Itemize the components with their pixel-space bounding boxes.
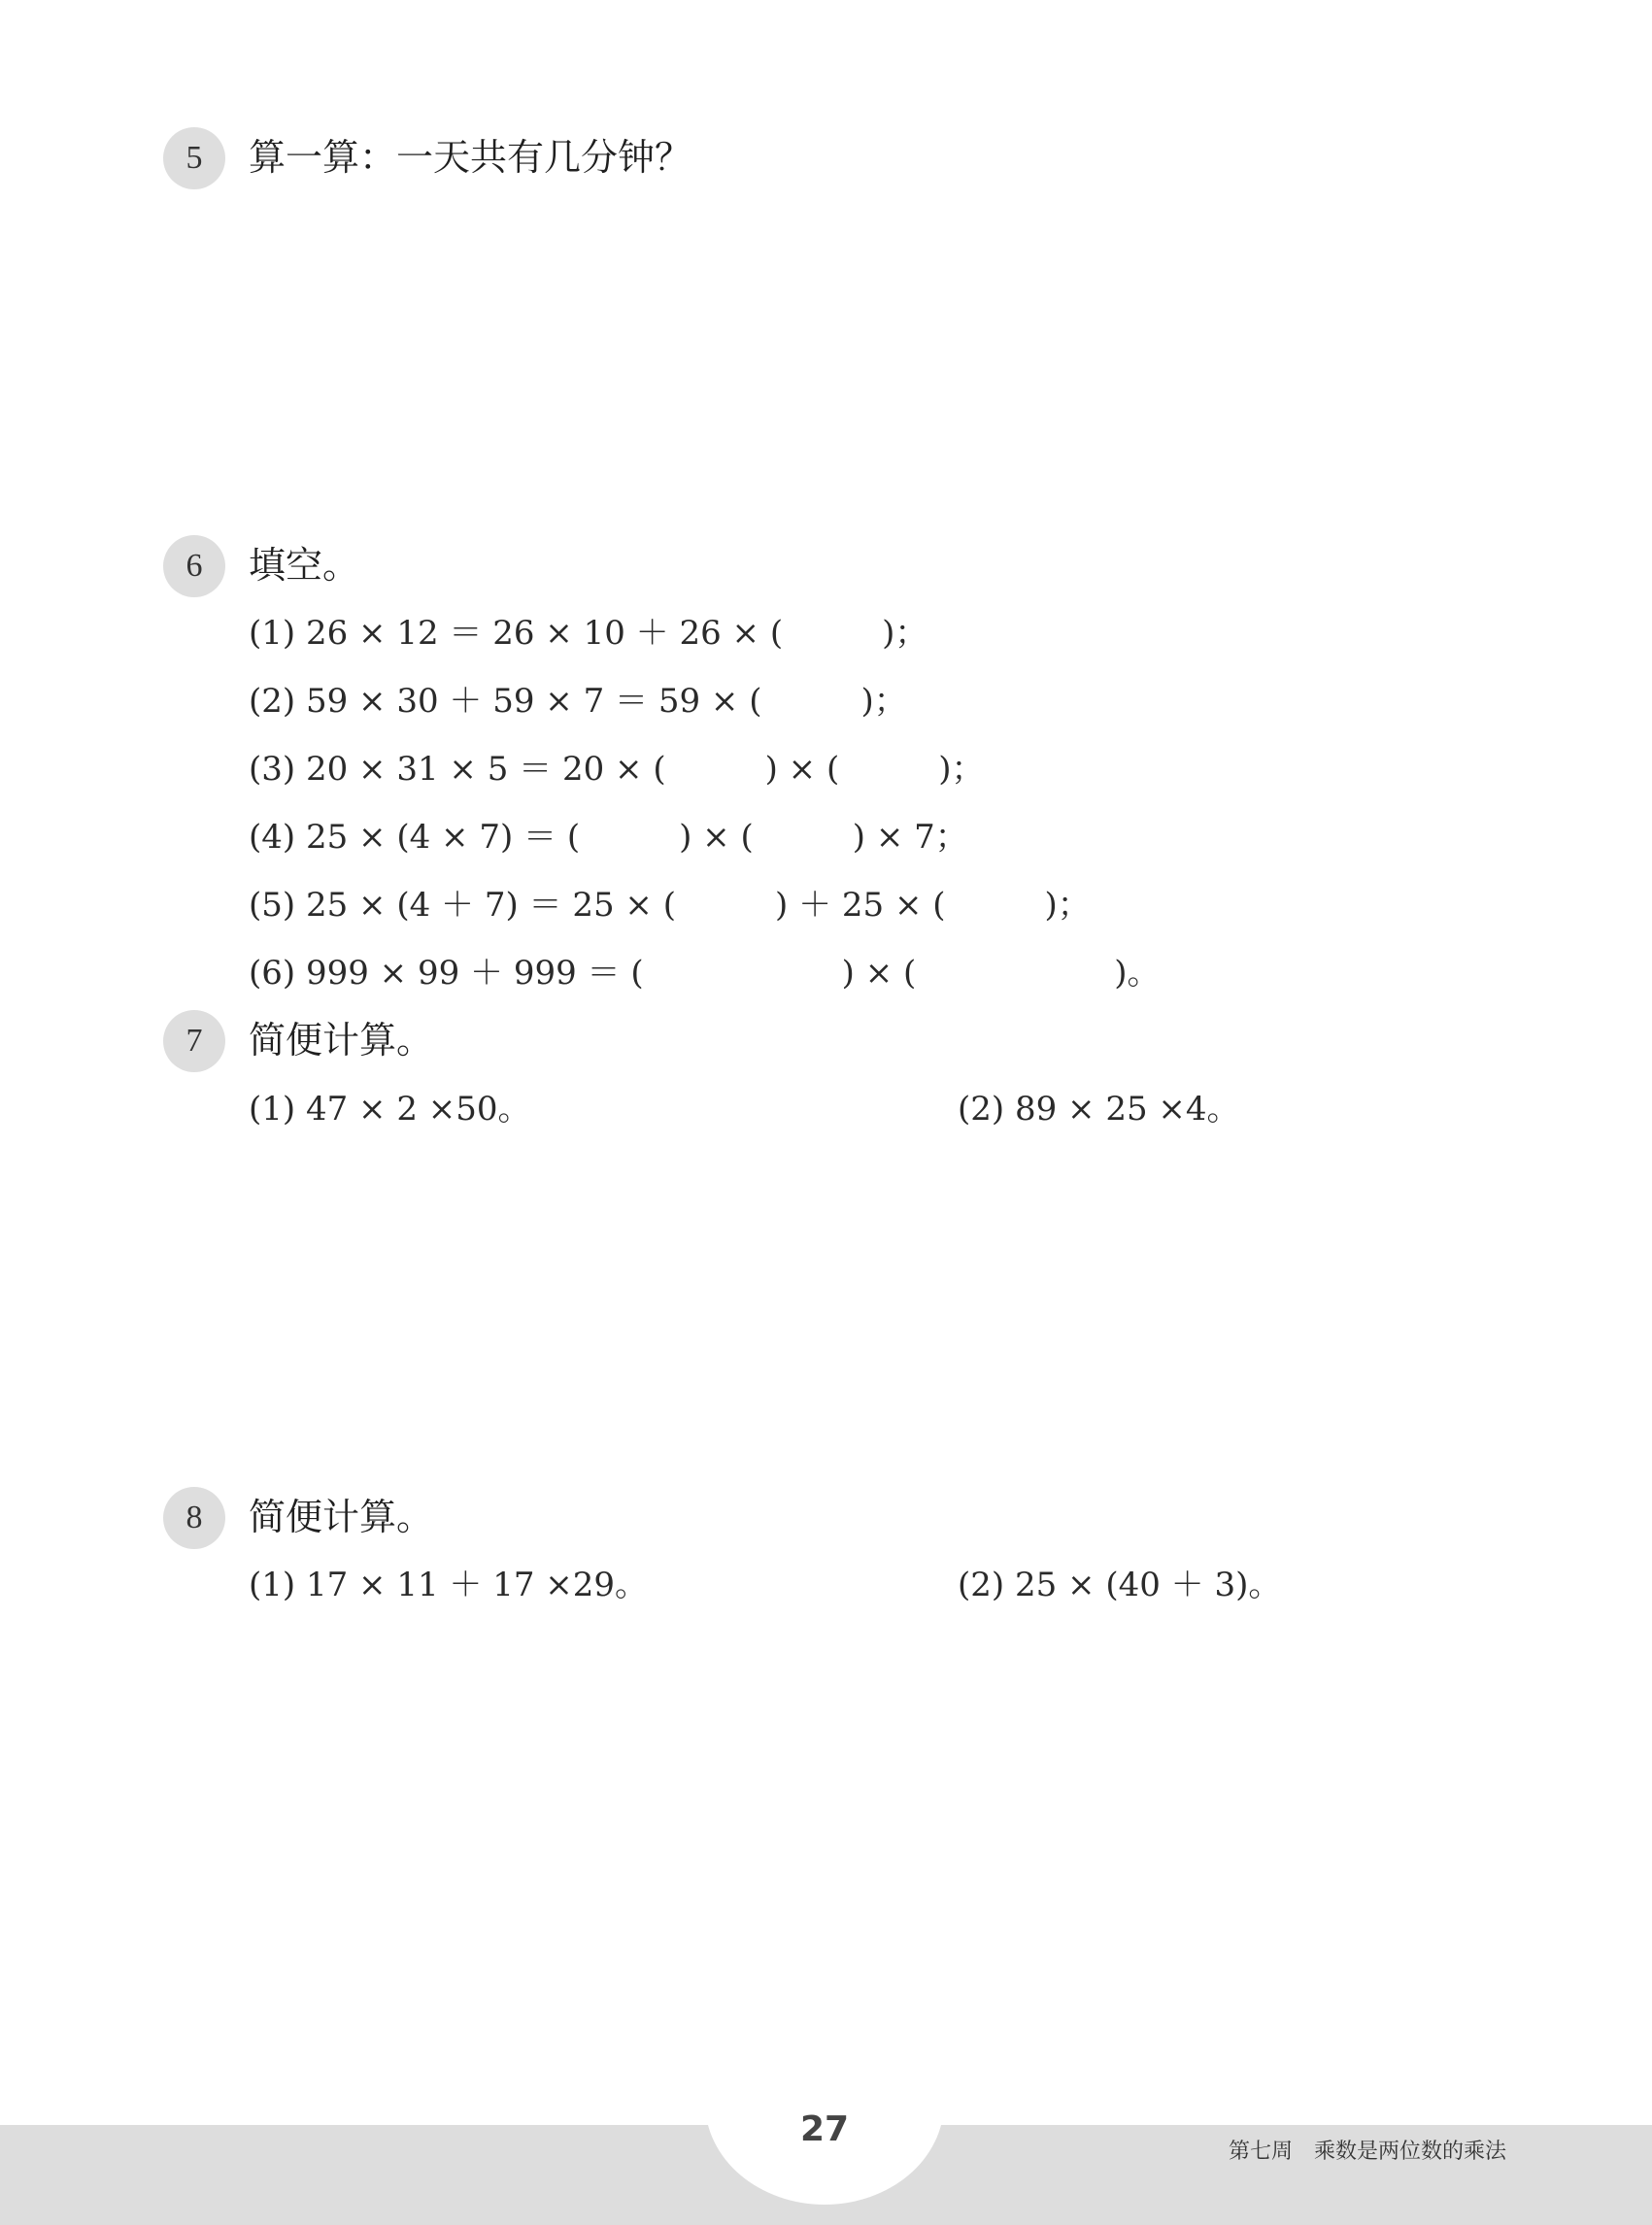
question-title: 算一算：一天共有几分钟？ (249, 136, 692, 179)
question-title: 填空。 (249, 544, 360, 587)
fill-blank-item: (1) 26 × 12 ＝ 26 × 10 ＋ 26 × ( )； (249, 614, 928, 653)
calc-item-right: (2) 25 × (40 ＋ 3)。 (958, 1566, 1282, 1604)
question-title: 简便计算。 (249, 1019, 434, 1062)
calc-item-left: (1) 17 × 11 ＋ 17 ×29。 (249, 1566, 649, 1604)
footer-page-circle (705, 2001, 944, 2205)
question-number-badge: 7 (163, 1010, 225, 1072)
question-number-badge: 6 (163, 535, 225, 597)
calc-item-right: (2) 89 × 25 ×4。 (958, 1090, 1240, 1129)
fill-blank-item: (3) 20 × 31 × 5 ＝ 20 × ( ) × ( )； (249, 750, 985, 789)
question-number-badge: 8 (163, 1487, 225, 1549)
fill-blank-item: (4) 25 × (4 × 7) ＝ ( ) × ( ) × 7； (249, 818, 968, 857)
question-title: 简便计算。 (249, 1496, 434, 1538)
calc-item-left: (1) 47 × 2 ×50。 (249, 1090, 531, 1129)
question-number-badge: 5 (163, 127, 225, 189)
chapter-label: 第七周 乘数是两位数的乘法 (1229, 2140, 1507, 2164)
page-number: 27 (799, 2109, 850, 2149)
fill-blank-item: (5) 25 × (4 ＋ 7) ＝ 25 × ( ) ＋ 25 × ( )； (249, 886, 1091, 925)
fill-blank-item: (2) 59 × 30 ＋ 59 × 7 ＝ 59 × ( )； (249, 682, 907, 721)
fill-blank-item: (6) 999 × 99 ＋ 999 ＝ ( ) × ( )。 (249, 954, 1161, 993)
